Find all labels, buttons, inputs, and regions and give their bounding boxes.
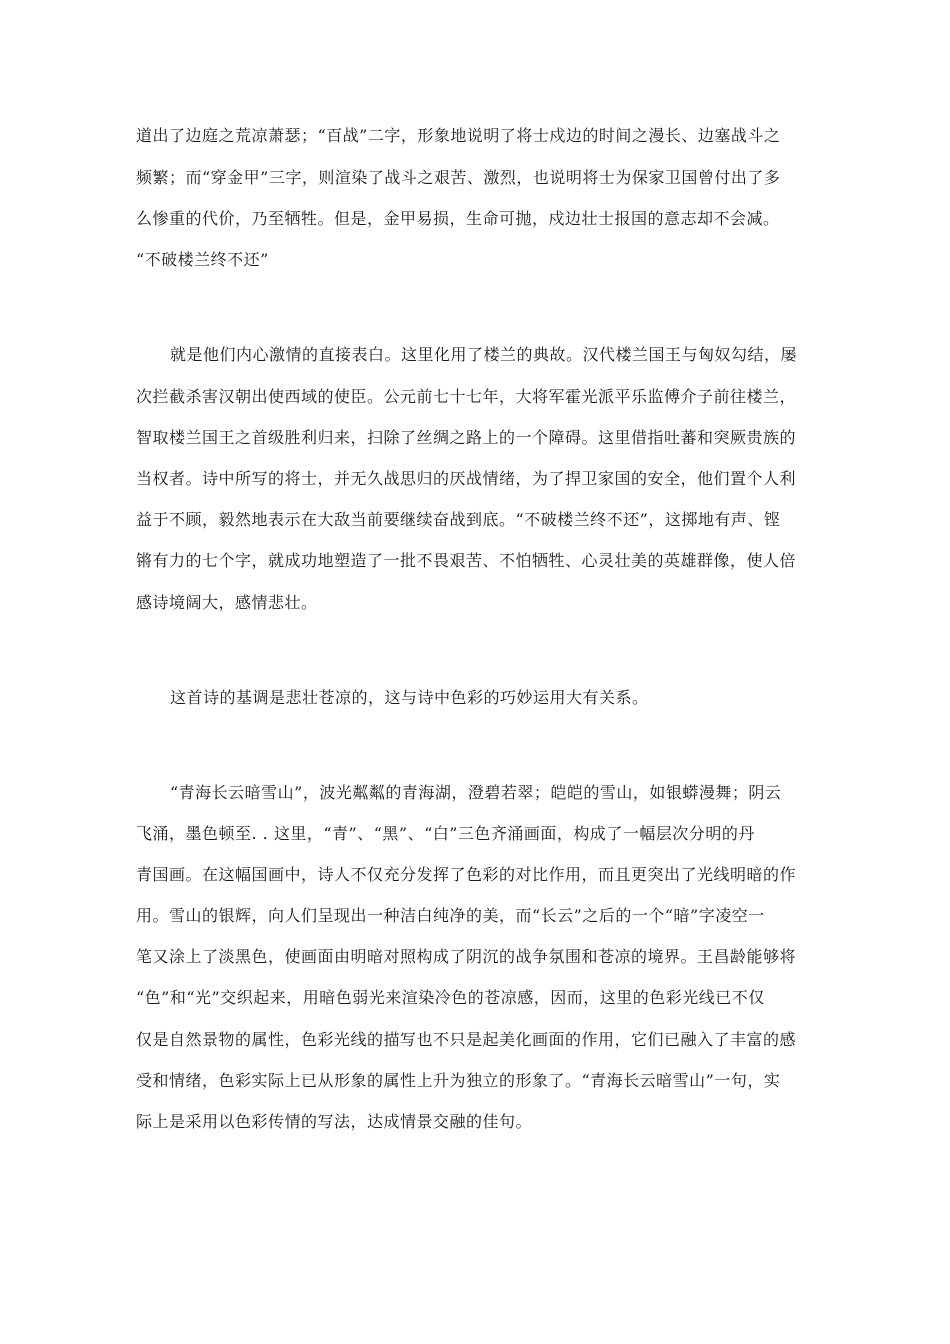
text-line: “不破楼兰终不还” (136, 250, 269, 269)
text-line: 际上是采用以色彩传情的写法，达成情景交融的佳句。 (136, 1112, 533, 1131)
text-line: 锵有力的七个字，就成功地塑造了一批不畏艰苦、不怕牺牲、心灵壮美的英雄群像，使人倍 (136, 551, 797, 570)
text-line: 益于不顾，毅然地表示在大敌当前要继续奋战到底。“不破楼兰终不还”，这掷地有声、铿 (136, 510, 781, 529)
text-line: 感诗境阔大，感情悲壮。 (136, 593, 318, 612)
text-line: 频繁；而“穿金甲”三字，则渲染了战斗之艰苦、激烈，也说明将士为保家卫国曾付出了多 (136, 168, 781, 187)
text-line: 智取楼兰国王之首级胜利归来，扫除了丝绸之路上的一个障碍。这里借指吐蕃和突厥贵族的 (136, 428, 797, 447)
text-line: 青国画。在这幅国画中，诗人不仅充分发挥了色彩的对比作用，而且更突出了光线明暗的作 (136, 865, 797, 884)
text-line: 道出了边庭之荒凉萧瑟；“百战”二字，形象地说明了将士戍边的时间之漫长、边塞战斗之 (136, 126, 781, 145)
text-line: 当权者。诗中所写的将士，并无久战思归的厌战情绪，为了捍卫家国的安全，他们置个人利 (136, 469, 797, 488)
text-line: 次拦截杀害汉朝出使西域的使臣。公元前七十七年，大将军霍光派平乐监傅介子前往楼兰， (136, 387, 797, 406)
text-line: 用。雪山的银辉，向人们呈现出一种洁白纯净的美，而“长云”之后的一个“暗”字凌空一 (136, 906, 765, 925)
text-line: “色”和“光”交织起来，用暗色弱光来渲染冷色的苍凉感，因而，这里的色彩光线已不仅 (136, 988, 765, 1007)
text-line: “青海长云暗雪山”，波光粼粼的青海湖，澄碧若翠；皑皑的雪山，如银蟒漫舞；阴云 (170, 783, 782, 802)
text-line: 受和情绪，色彩实际上已从形象的属性上升为独立的形象了。“青海长云暗雪山”一句，实 (136, 1071, 781, 1090)
text-line: 笔又涂上了淡黑色，使画面由明暗对照构成了阴沉的战争氛围和苍凉的境界。王昌龄能够将 (136, 947, 797, 966)
text-line: 就是他们内心激情的直接表白。这里化用了楼兰的典故。汉代楼兰国王与匈奴勾结，屡 (170, 345, 798, 364)
text-line: 仅是自然景物的属性，色彩光线的描写也不只是起美化画面的作用，它们已融入了丰富的感 (136, 1030, 797, 1049)
text-line: 飞涌，墨色顿至. . 这里，“青”、“黑”、“白”三色齐涌画面，构成了一幅层次分明的丹 (136, 824, 755, 843)
text-line: 这首诗的基调是悲壮苍凉的，这与诗中色彩的巧妙运用大有关系。 (170, 688, 649, 707)
text-line: 么惨重的代价，乃至牺牲。但是，金甲易损，生命可抛，戍边壮士报国的意志却不会减。 (136, 209, 780, 228)
